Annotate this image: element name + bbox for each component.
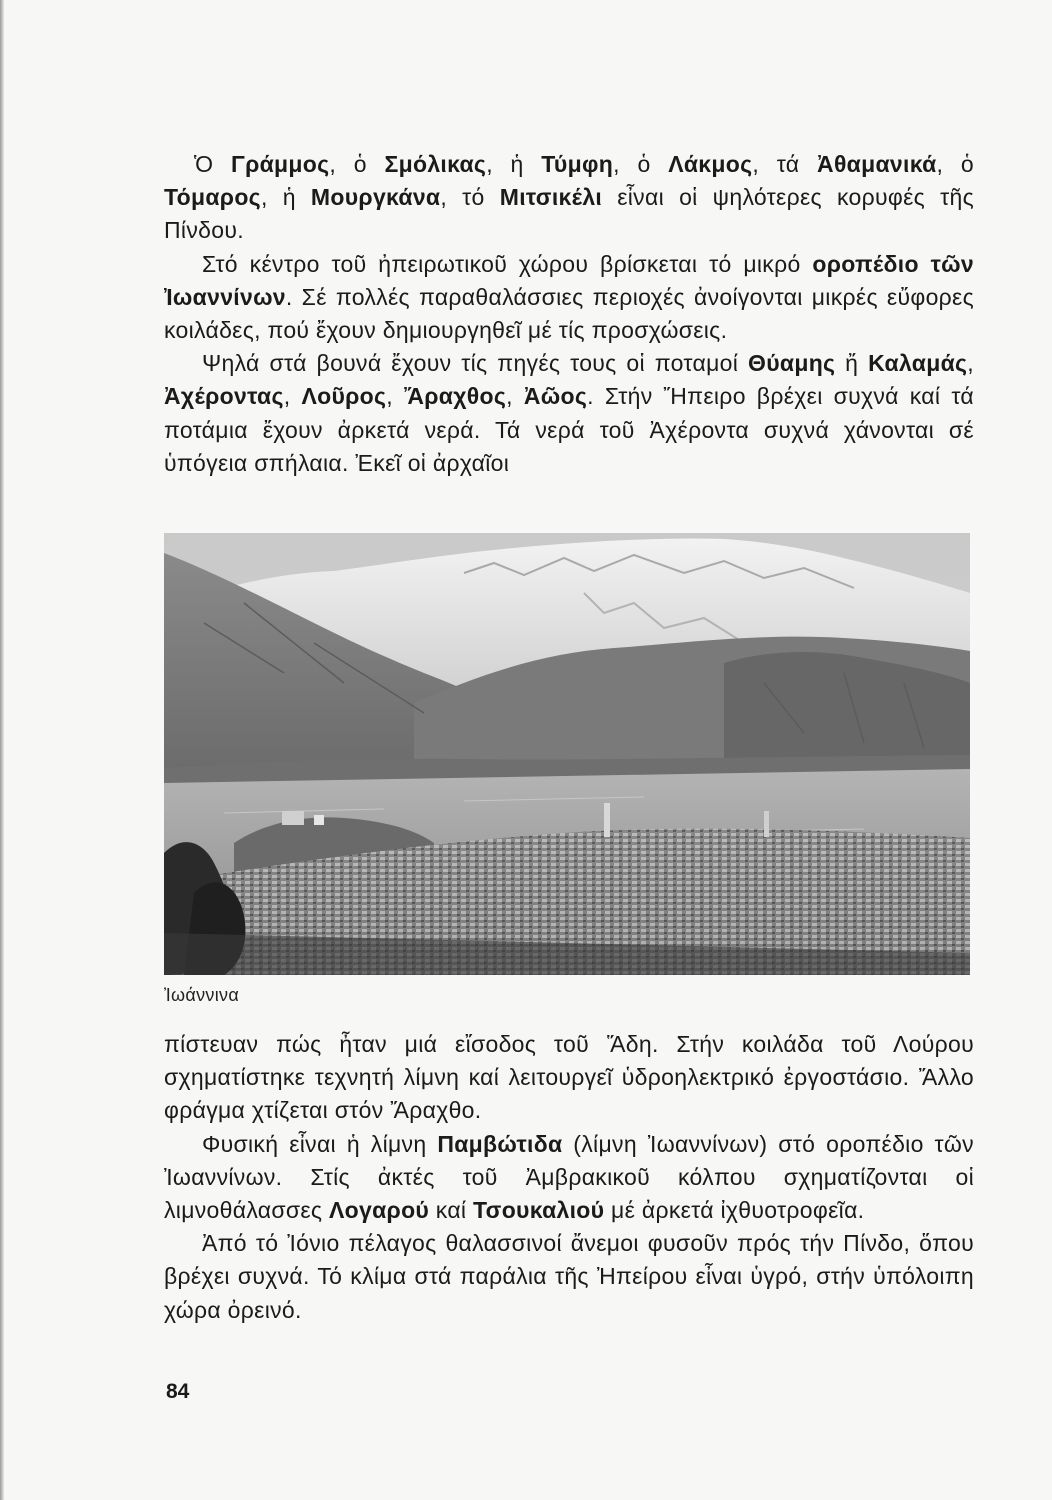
- text-run: ,: [283, 383, 302, 410]
- text-run: . Στήν Ἤπειρο βρέχει συχνά καί τά ποτάμια ἔχουν ἀρκετά νερά. Τά νερά τοῦ Ἀχέροντα συχνά χάνονται σέ ὑπόγεια σπήλαια. Ἐκεῖ οἱ ἀρχαῖοι: [164, 383, 974, 476]
- text-run: , ἡ: [260, 184, 311, 211]
- bold-term: Γράμμος: [230, 151, 330, 177]
- paragraph: [164, 347, 974, 480]
- bold-term: Σμόλικας: [384, 151, 487, 177]
- text-block-top: [164, 148, 974, 480]
- text-run: Στό κέντρο τοῦ ἠπειρωτικοῦ χώρου βρίσκεται τό μικρό: [202, 250, 813, 277]
- text-run: , ὁ: [613, 151, 669, 177]
- paragraph: [164, 1227, 974, 1327]
- text-run: καί: [429, 1197, 474, 1224]
- paragraph: [164, 248, 974, 348]
- text-run: ,: [506, 383, 524, 410]
- text-run: ,: [386, 383, 404, 410]
- bold-term: οροπέδιο τῶν Ἰωαννίνων: [164, 250, 974, 310]
- bold-term: Καλαμάς: [868, 350, 968, 377]
- bold-term: Παμβώτιδα: [437, 1130, 563, 1157]
- bold-term: Λάκμος: [668, 151, 753, 177]
- paragraph: [164, 1128, 974, 1228]
- text-run: Φυσική εἶναι ἡ λίμνη: [202, 1130, 438, 1157]
- page-binding-edge: [0, 0, 4, 1500]
- bold-term: Τύμφη: [541, 151, 614, 177]
- bold-term: Τσουκαλιού: [473, 1197, 605, 1224]
- text-run: , τά: [752, 151, 818, 177]
- bold-term: Ἄραχθος: [404, 383, 507, 410]
- bold-term: Τόμαρος: [164, 184, 261, 211]
- text-run: ἤ: [835, 350, 869, 377]
- bold-term: Ἀῶος: [523, 383, 588, 410]
- text-run: , ὁ: [936, 151, 974, 177]
- text-run: , τό: [440, 184, 500, 211]
- bold-term: Ἀχέροντας: [164, 383, 284, 410]
- bold-term: Μιτσικέλι: [499, 184, 603, 211]
- paragraph: [164, 1028, 974, 1128]
- text-run: , ὁ: [329, 151, 385, 177]
- text-run: (λίμνη Ἰωαννίνων) στό οροπέδιο τῶν Ἰωαννίνων. Στίς ἀκτές τοῦ Ἀμβρακικοῦ κόλπου σχηματίζονται οἱ λιμνοθάλασσες: [164, 1130, 974, 1224]
- bold-term: Θύαμης: [748, 350, 836, 377]
- bold-term: Μουργκάνα: [310, 184, 441, 211]
- photo-ioannina: [164, 533, 970, 975]
- image-caption: Ἰωάννινα: [164, 985, 240, 1005]
- bold-term: Ἀθαμανικά: [817, 151, 937, 177]
- text-run: Ὁ: [194, 151, 231, 177]
- text-run: μέ ἀρκετά ἰχθυοτροφεῖα.: [604, 1197, 865, 1224]
- text-run: . Σέ πολλές παραθαλάσσιες περιοχές ἀνοίγονται μικρές εὔφορες κοιλάδες, πού ἔχουν δημιουργηθεῖ μέ τίς προσχώσεις.: [164, 283, 974, 344]
- text-run: εἶναι οἱ ψηλότερες κορυφές τῆς Πίνδου.: [164, 184, 974, 244]
- text-block-bottom: [164, 1028, 974, 1327]
- text-run: , ἡ: [486, 151, 542, 177]
- page-number: 84: [166, 1380, 190, 1403]
- text-run: Ἀπό τό Ἰόνιο πέλαγος θαλασσινοί ἄνεμοι φυσοῦν πρός τήν Πίνδο, ὅπου βρέχει συχνά. Τό κλίμα στά παράλια τῆς Ἠπείρου εἶναι ὑγρό, στήν ὑπόλοιπη χώρα ὀρεινό.: [164, 1230, 974, 1323]
- text-run: πίστευαν πώς ἦταν μιά εἴσοδος τοῦ Ἅδη. Στήν κοιλάδα τοῦ Λούρου σχηματίστηκε τεχνητή λίμνη καί λειτουργεῖ ὑδροηλεκτρικό ἐργοστάσιο. Ἄλλο φράγμα χτίζεται στόν Ἄραχθο.: [164, 1031, 974, 1124]
- paragraph: [164, 148, 974, 248]
- bold-term: Λογαρού: [329, 1197, 430, 1224]
- bold-term: Λοῦρος: [301, 383, 387, 410]
- text-run: Ψηλά στά βουνά ἔχουν τίς πηγές τους οἱ ποταμοί: [202, 350, 748, 377]
- text-run: ,: [967, 350, 974, 377]
